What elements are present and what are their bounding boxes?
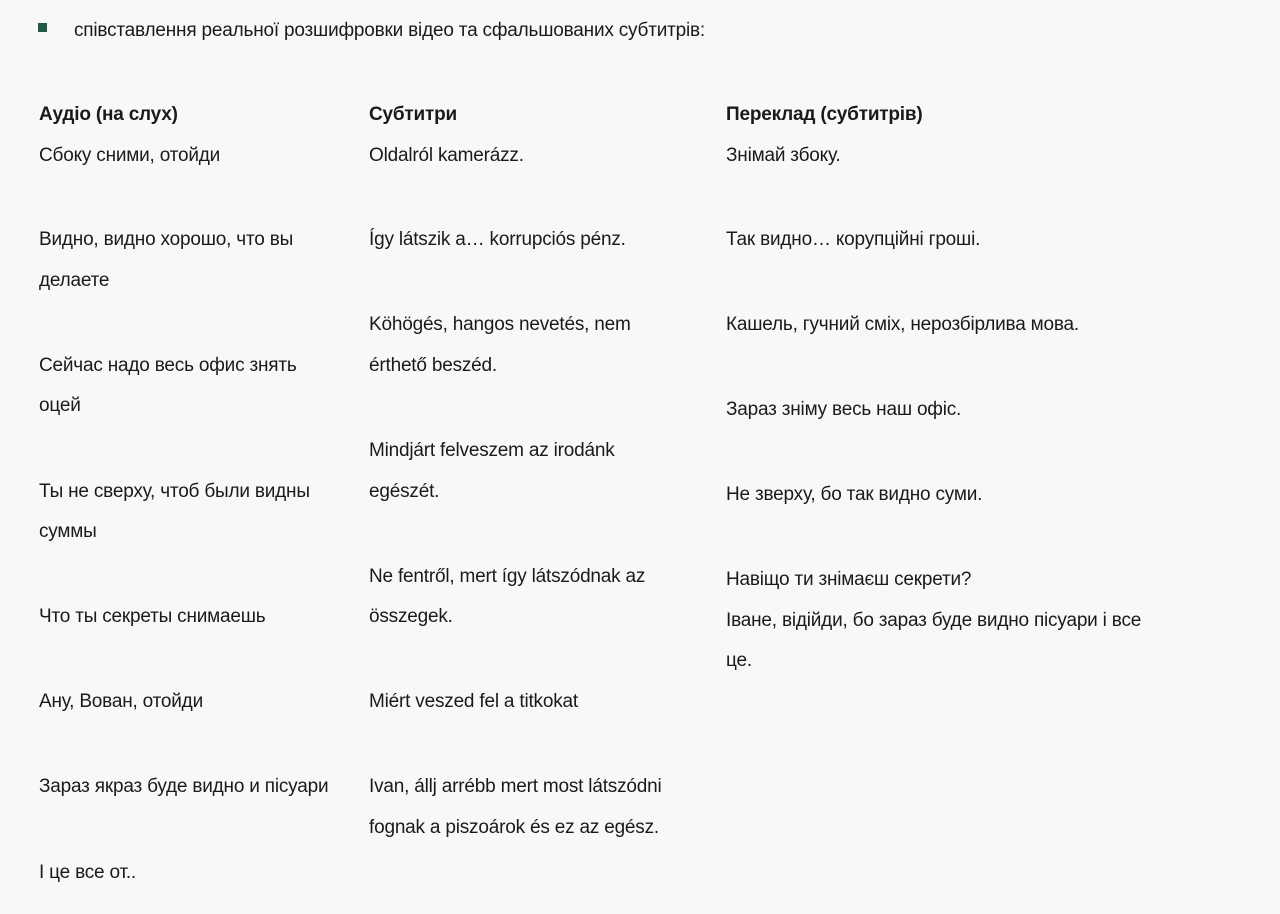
subtitle-line: egészét.	[369, 481, 440, 502]
translation-line: Зараз зніму весь наш офіс.	[726, 399, 962, 420]
subtitle-line: Ne fentről, mert így látszódnak az	[369, 566, 646, 587]
translation-line: це.	[726, 650, 752, 671]
audio-line: Сбоку сними, отойди	[39, 145, 221, 166]
audio-line: Ану, Вован, отойди	[39, 691, 203, 712]
subtitle-line: összegek.	[369, 606, 453, 627]
translation-line: Знімай збоку.	[726, 145, 841, 166]
translation-line: Кашель, гучний сміх, нерозбірлива мова.	[726, 314, 1080, 335]
subtitle-line: Köhögés, hangos nevetés, nem	[369, 314, 631, 335]
audio-line: оцей	[39, 395, 81, 416]
column-header-subtitles: Субтитри	[369, 104, 458, 125]
subtitle-line: érthető beszéd.	[369, 355, 497, 376]
subtitle-line: fognak a piszoárok és ez az egész.	[369, 817, 659, 838]
subtitle-line: Miért veszed fel a titkokat	[369, 691, 578, 712]
bullet-icon	[38, 23, 47, 32]
audio-line: Зараз якраз буде видно и пісуари	[39, 776, 329, 797]
column-header-audio: Аудіо (на слух)	[39, 104, 178, 125]
subtitle-line: Így látszik a… korrupciós pénz.	[369, 229, 626, 250]
column-header-translation: Переклад (субтитрів)	[726, 104, 923, 125]
translation-line: Не зверху, бо так видно суми.	[726, 484, 983, 505]
audio-line: Сейчас надо весь офис знять	[39, 355, 297, 376]
subtitle-line: Oldalról kamerázz.	[369, 145, 524, 166]
audio-line: Что ты секреты снимаешь	[39, 606, 266, 627]
audio-line: Ты не сверху, чтоб были видны	[39, 481, 310, 502]
audio-line: Видно, видно хорошо, что вы	[39, 229, 294, 250]
audio-line: І це все от..	[39, 862, 137, 883]
audio-line: суммы	[39, 521, 97, 542]
subtitle-line: Ivan, állj arrébb mert most látszódni	[369, 776, 662, 797]
intro-text: співставлення реальної розшифровки відео та сфальшованих субтитрів:	[74, 20, 706, 41]
audio-line: делаете	[39, 270, 110, 291]
subtitle-line: Mindjárt felveszem az irodánk	[369, 440, 615, 461]
translation-line: Навіщо ти знімаєш секрети?	[726, 569, 972, 590]
translation-line: Іване, відійди, бо зараз буде видно пісуари і все	[726, 610, 1142, 631]
translation-line: Так видно… корупційні гроші.	[726, 229, 981, 250]
